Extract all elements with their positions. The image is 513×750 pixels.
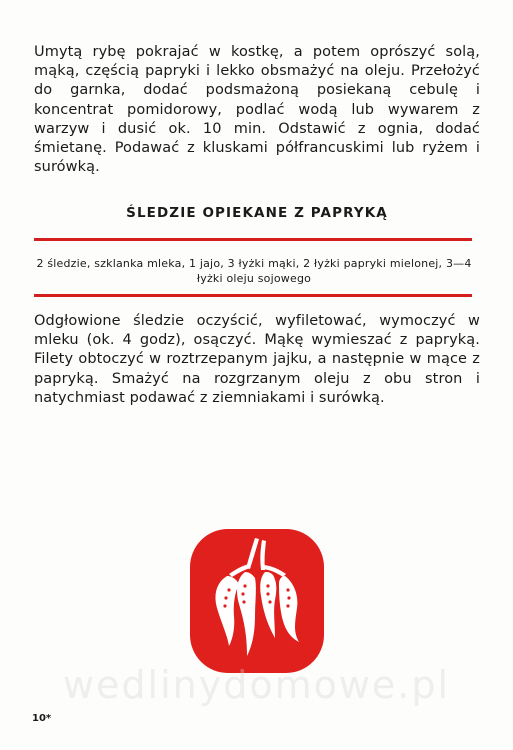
divider-bottom [34,294,472,297]
method-paragraph: Odgłowione śledzie oczyścić, wyfiletować, wymoczyć w mleku (ok. 4 godz), osączyć. Mąkę wymieszać z papryką. Filety obtoczyć w roztrzepanym jajku, a następnie w mące z papryką. Smażyć na rozgrzanym oleju z obu stron i natychmiast podawać z ziemniakami i surówką. [34,313,480,406]
pepper-bunch-icon [189,528,325,674]
watermark: wedlinydomowe.pl [62,663,451,707]
recipe-title: ŚLEDZIE OPIEKANE Z PAPRYKĄ [126,205,388,221]
ingredients-list: 2 śledzie, szklanka mleka, 1 jajo, 3 łyżki mąki, 2 łyżki papryki mielonej, 3—4 łyżki oleju sojowego [36,257,472,285]
divider-top [34,238,472,241]
page-number: 10* [32,713,52,724]
intro-paragraph: Umytą rybę pokrajać w kostkę, a potem oprószyć solą, mąką, częścią papryki i lekko obsmażyć na oleju. Przełożyć do garnka, dodać podsmażoną posiekaną cebulę i koncentrat pomidorowy, podlać wodą lub wywarem z warzyw i dusić ok. 10 min. Odstawić z ognia, dodać śmietanę. Podawać z kluskami półfrancuskimi lub ryżem i surówką. [34,44,480,176]
